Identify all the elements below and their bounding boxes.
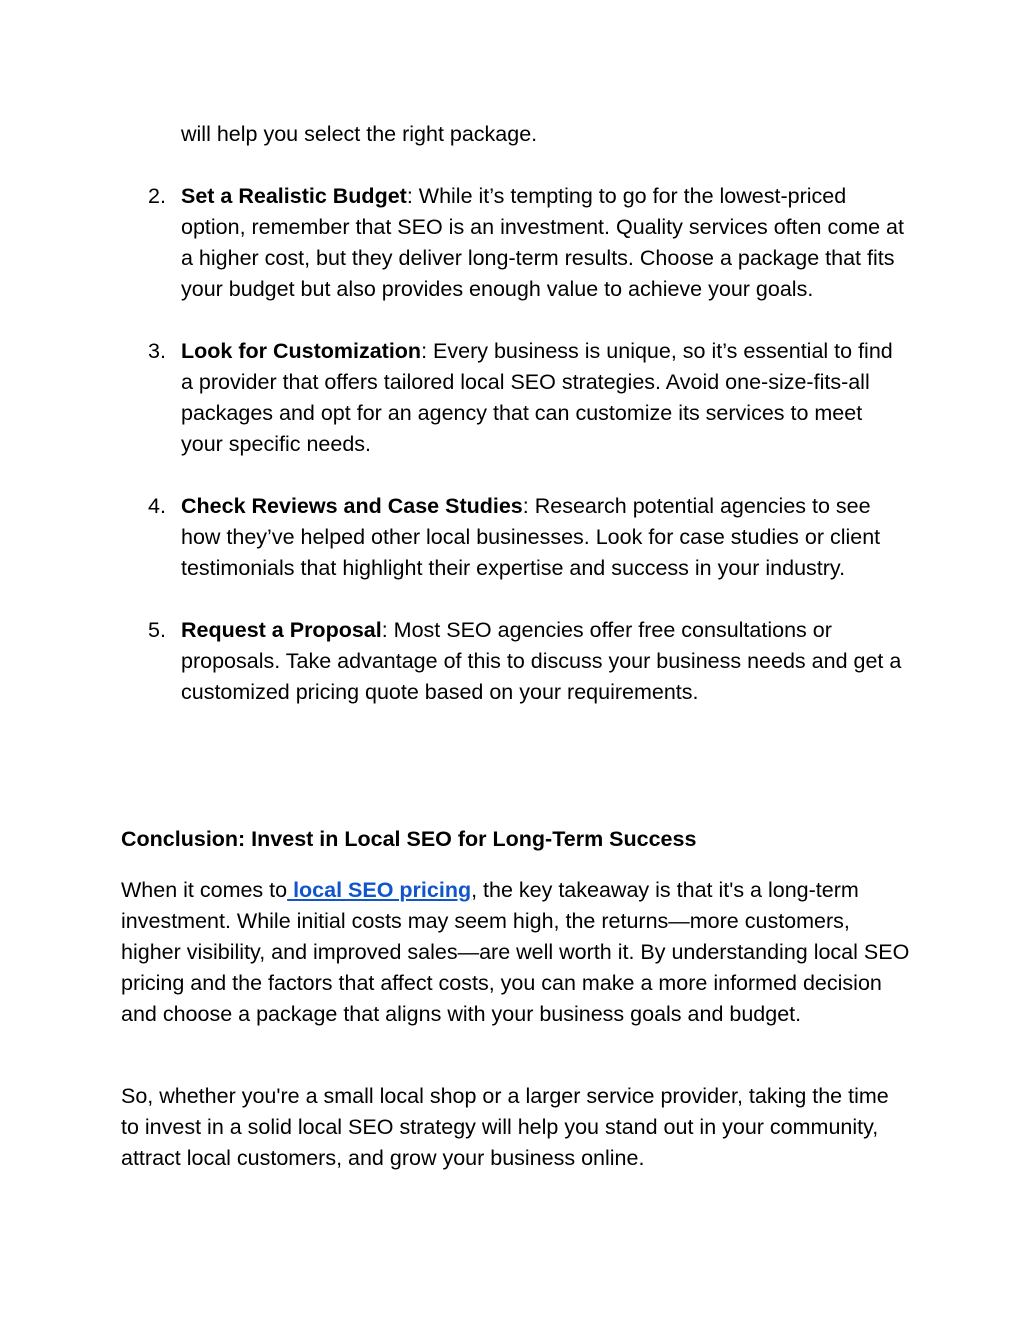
list-item-text: : Every business is unique, so it’s essential to find a provider that offers tailored local SEO strategies. Avoid one-size-fits-all packages and opt for an agency that can customize its services to meet your specific needs. <box>181 339 893 456</box>
list-item-title: Set a Realistic Budget <box>181 184 407 208</box>
list-item-continuation: will help you select the right package. <box>181 122 538 146</box>
list-item-number: 5. <box>148 618 166 642</box>
conclusion-heading: Conclusion: Invest in Local SEO for Long-Term Success <box>121 827 697 851</box>
paragraph-text: , the key takeaway is that it's a long-term investment. While initial costs may seem high, the returns—more customers, higher visibility, and improved sales—are well worth it. By understanding local SEO pricing and the factors that affect costs, you can make a more informed decision and choose a package that aligns with your business goals and budget. <box>121 878 910 1026</box>
list-item-body <box>181 491 906 584</box>
list-item-text: : While it’s tempting to go for the lowest-priced option, remember that SEO is an investment. Quality services often come at a higher cost, but they deliver long-term results. Choose a package that fits your budget but also provides enough value to achieve your goals. <box>181 184 904 301</box>
conclusion-paragraph-2: So, whether you're a small local shop or a larger service provider, taking the time to invest in a solid local SEO strategy will help you stand out in your community, attract local customers, and grow your business online. <box>121 1084 889 1170</box>
list-item <box>0 615 1024 708</box>
list-item-title: Check Reviews and Case Studies <box>181 494 523 518</box>
list-item-body <box>181 181 906 305</box>
local-seo-pricing-link[interactable]: local SEO pricing <box>287 878 472 902</box>
tips-list <box>0 181 1024 739</box>
list-item <box>0 491 1024 584</box>
list-item-number: 2. <box>148 184 166 208</box>
list-item-text: : Research potential agencies to see how they’ve helped other local businesses. Look for case studies or client testimonials that highlight their expertise and success in your industry. <box>181 494 881 580</box>
list-item-title: Request a Proposal <box>181 618 382 642</box>
list-item-body <box>181 336 906 460</box>
list-item-number: 3. <box>148 339 166 363</box>
list-item-body <box>181 615 906 708</box>
conclusion-paragraph-1 <box>121 875 911 1030</box>
list-item <box>0 336 1024 460</box>
list-item-title: Look for Customization <box>181 339 422 363</box>
paragraph-text: When it comes to <box>121 878 288 902</box>
list-item <box>0 181 1024 305</box>
list-item-number: 4. <box>148 494 166 518</box>
list-item-text: : Most SEO agencies offer free consultations or proposals. Take advantage of this to discuss your business needs and get a customized pricing quote based on your requirements. <box>181 618 902 704</box>
